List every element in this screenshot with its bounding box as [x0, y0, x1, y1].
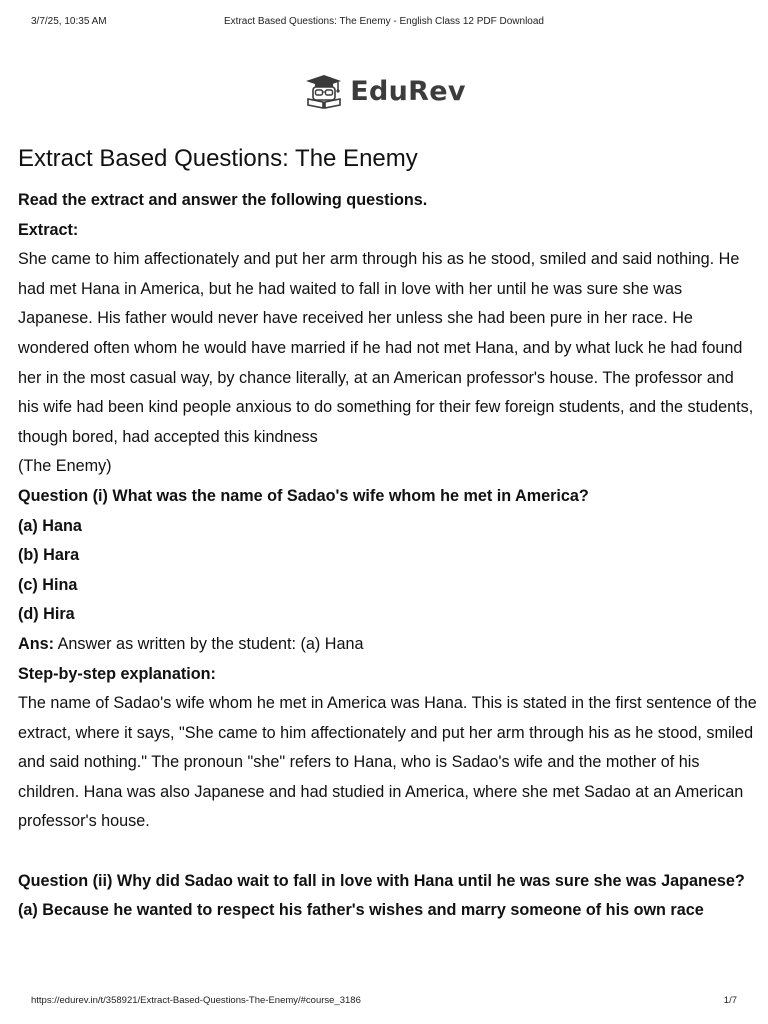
print-footer — [31, 995, 737, 1009]
logo-text: EduRev — [350, 75, 466, 107]
article-title: Extract Based Questions: The Enemy — [18, 145, 418, 172]
instruction-text: Read the extract and answer the following questions. — [18, 191, 428, 209]
question-1-option-d: (d) Hira — [18, 605, 75, 624]
print-datetime: 3/7/25, 10:35 AM — [31, 16, 107, 27]
paragraph-spacer — [18, 837, 758, 867]
question-2-option-a: (a) Because he wanted to respect his father's wishes and marry someone of his own race — [18, 901, 704, 920]
page-number: 1/7 — [723, 995, 737, 1006]
question-1-answer — [18, 630, 758, 660]
print-header — [31, 16, 737, 30]
explanation-text: The name of Sadao's wife whom he met in America was Hana. This is stated in the first sentence of the extract, where it says, "She came to him affectionately and put her arm through his as he stood, smiled and said nothing." The pronoun "she" refers to Hana, who is Sadao's wife and the mother of his children. Hana was also Japanese and had studied in America, where she met Sadao at an American professor's house. — [18, 694, 757, 831]
extract-label: Extract: — [18, 220, 79, 239]
extract-source: (The Enemy) — [18, 457, 112, 476]
question-2: Question (ii) Why did Sadao wait to fall in love with Hana until he was sure she was Japanese? — [18, 871, 745, 890]
graduation-cap-book-icon — [302, 72, 342, 110]
answer-text: Answer as written by the student: (a) Hana — [53, 634, 364, 653]
answer-label: Ans: — [18, 634, 54, 653]
extract-text: She came to him affectionately and put her arm through his as he stood, smiled and said nothing. He had met Hana in America, but he had waited to fall in love with her until he was sure she was Japanese. His father would never have received her unless she had been pure in her race. He wondered often whom he would have married if he had not met Hana, and by what luck he had found her in the most casual way, by chance literally, at an American professor's house. The professor and his wife had been kind people anxious to do something for their few foreign students, and the students, though bored, had accepted this kindness — [18, 250, 754, 446]
question-1-option-c: (c) Hina — [18, 575, 78, 594]
question-1: Question (i) What was the name of Sadao's wife whom he met in America? — [18, 486, 589, 505]
explanation-label: Step-by-step explanation: — [18, 664, 216, 683]
article-content — [18, 143, 758, 926]
question-1-option-b: (b) Hara — [18, 546, 80, 565]
question-1-option-a: (a) Hana — [18, 516, 82, 535]
print-document-title: Extract Based Questions: The Enemy - English Class 12 PDF Download — [224, 16, 544, 27]
edurev-logo[interactable] — [0, 72, 768, 110]
page-url[interactable]: https://edurev.in/t/358921/Extract-Based-Questions-The-Enemy/#course_3186 — [31, 995, 361, 1006]
